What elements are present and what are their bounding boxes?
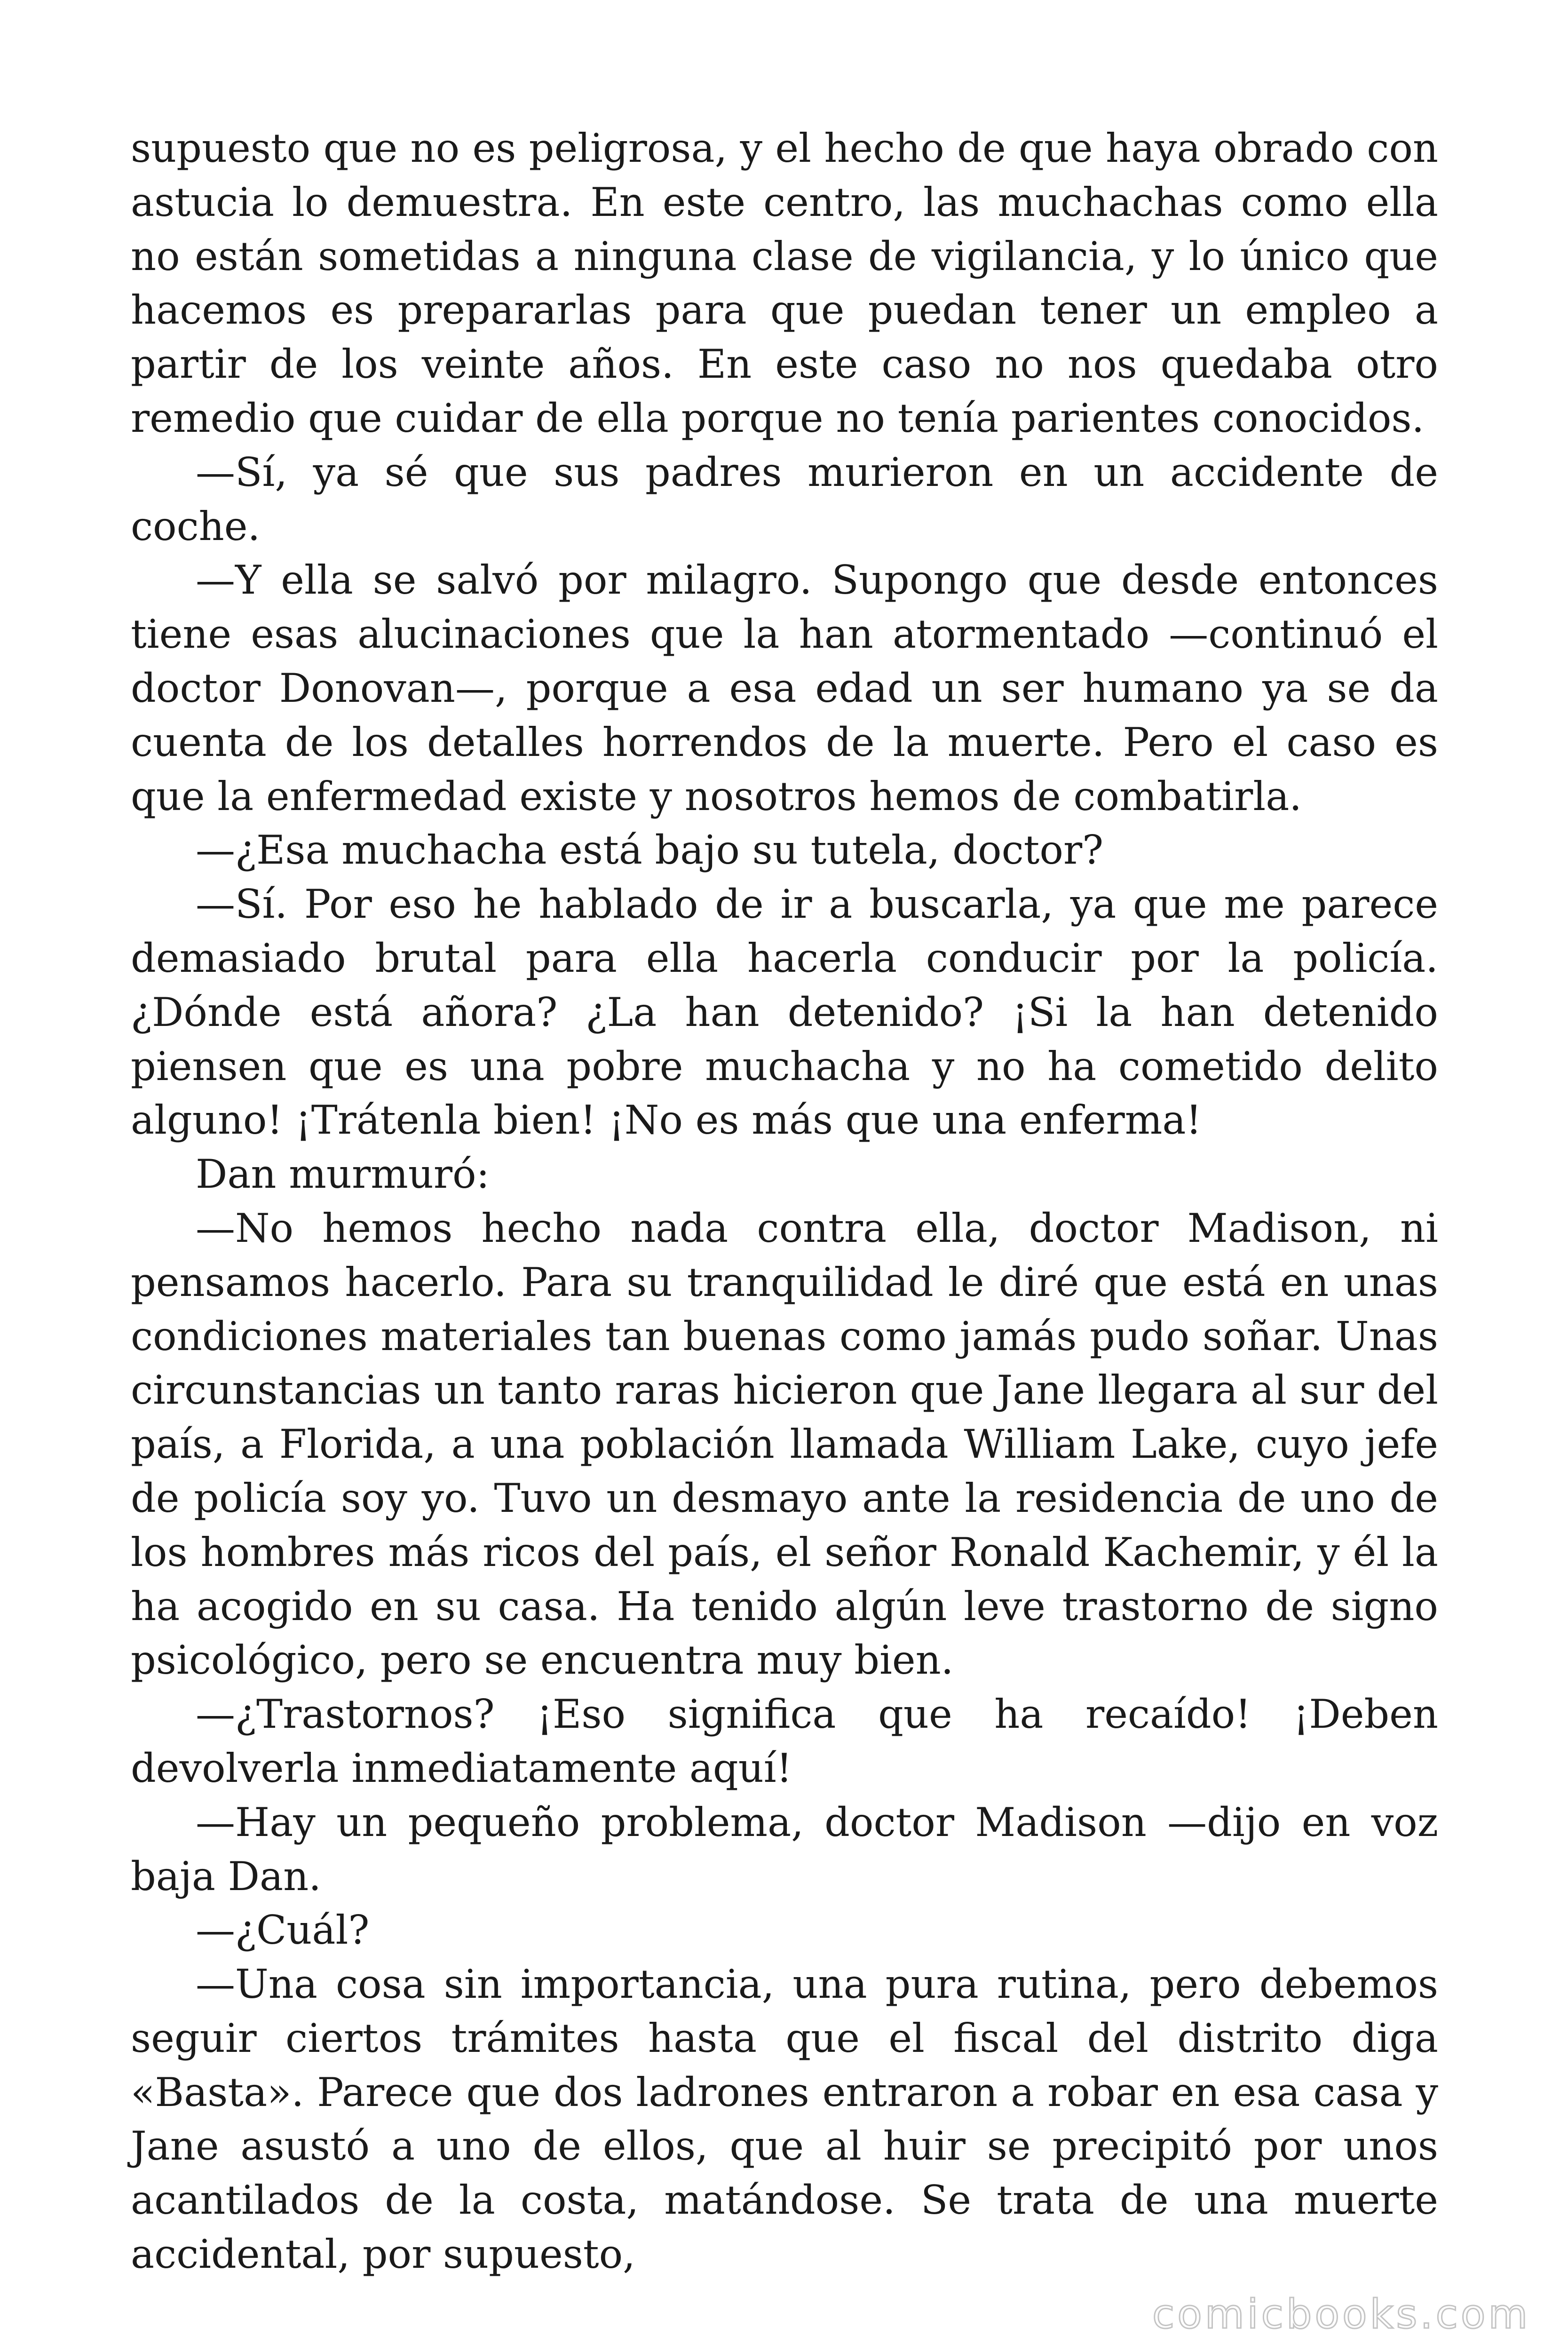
paragraph: —Y ella se salvó por milagro. Supongo que desde entonces tiene esas alucinaciones que la han atormentado —continuó el doctor Donovan—, porque a esa edad un ser humano ya se da cuenta de los detalles horrendos de la muerte. Pero el caso es que la enfermedad existe y nosotros hemos de combatirla. <box>131 557 1438 819</box>
paragraph: Dan murmuró: <box>196 1151 490 1198</box>
paragraph: —Sí, ya sé que sus padres murieron en un accidente de coche. <box>131 449 1438 549</box>
watermark: comicbooks.com <box>1152 2291 1531 2338</box>
paragraph: —Sí. Por eso he hablado de ir a buscarla, ya que me parece demasiado brutal para ella hacerla conducir por la policía. ¿Dónde está añora? ¿La han detenido? ¡Si la han detenido piensen que es una pobre muchacha y no ha cometido delito alguno! ¡Trátenla bien! ¡No es más que una enferma! <box>131 881 1438 1144</box>
paragraph: —¿Esa muchacha está bajo su tutela, doctor? <box>196 827 1104 874</box>
paragraph: —¿Trastornos? ¡Eso significa que ha recaído! ¡Deben devolverla inmediatamente aquí! <box>131 1691 1438 1791</box>
paragraph: —Una cosa sin importancia, una pura rutina, pero debemos seguir ciertos trámites hasta que el fiscal del distrito diga «Basta». Parece que dos ladrones entraron a robar en esa casa y Jane asustó a uno de ellos, que al huir se precipitó por unos acantilados de la costa, matándose. Se trata de una muerte accidental, por supuesto, <box>131 1961 1438 2278</box>
paragraph: —No hemos hecho nada contra ella, doctor Madison, ni pensamos hacerlo. Para su tranquilidad le diré que está en unas condiciones materiales tan buenas como jamás pudo soñar. Unas circunstancias un tanto raras hicieron que Jane llegara al sur del país, a Florida, a una población llamada William Lake, cuyo jefe de policía soy yo. Tuvo un desmayo ante la residencia de uno de los hombres más ricos del país, el señor Ronald Kachemir, y él la ha acogido en su casa. Ha tenido algún leve trastorno de signo psicológico, pero se encuentra muy bien. <box>131 1205 1438 1684</box>
paragraph: supuesto que no es peligrosa, y el hecho de que haya obrado con astucia lo demuestra. En este centro, las muchachas como ella no están sometidas a ninguna clase de vigilancia, y lo único que hacemos es prepararlas para que puedan tener un empleo a partir de los veinte años. En este caso no nos quedaba otro remedio que cuidar de ella porque no tenía parientes conocidos. <box>131 125 1438 441</box>
paragraph: —Hay un pequeño problema, doctor Madison —dijo en voz baja Dan. <box>131 1799 1438 1899</box>
body-text <box>131 121 1438 2281</box>
paragraph: —¿Cuál? <box>196 1907 370 1954</box>
